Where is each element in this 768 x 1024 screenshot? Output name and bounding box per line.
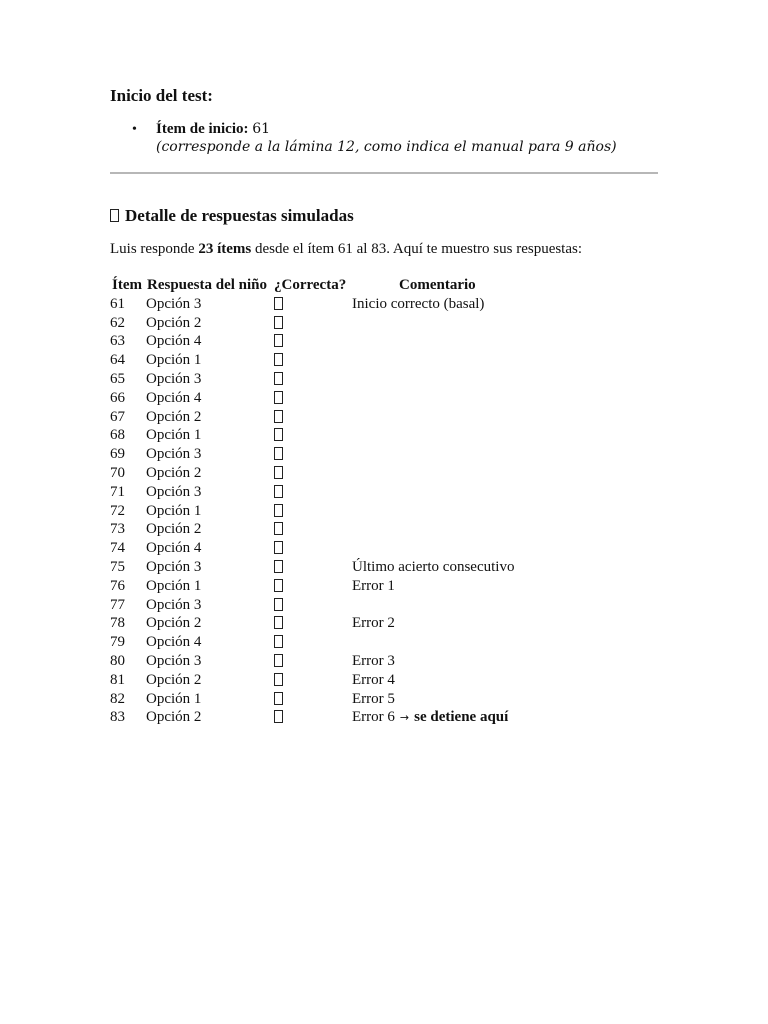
comment-text: Error 1 [352,577,395,594]
cell-correct [274,690,283,709]
header-comment: Comentario [399,277,476,293]
cell-item: 62 [110,314,125,331]
missing-glyph-icon [274,616,283,629]
arrow-right-icon: → [399,711,410,725]
cell-response: Opción 1 [146,352,202,369]
start-item-line [156,121,270,138]
cell-item: 65 [110,370,125,387]
cell-response: Opción 2 [146,408,202,425]
start-item-value: 61 [252,121,271,137]
cell-correct [274,652,283,671]
cell-correct [274,426,283,445]
comment-text: Error 4 [352,671,395,688]
intro-suffix: . Aquí te muestro sus respuestas: [386,241,583,257]
missing-glyph-icon [274,598,283,611]
cell-correct [274,502,283,521]
cell-response: Opción 2 [146,521,202,538]
comment-text: Inicio correcto (basal) [352,295,485,312]
cell-response: Opción 1 [146,577,202,594]
cell-item: 75 [110,558,125,575]
cell-correct [274,520,283,539]
start-item-label: Ítem de inicio: [156,121,249,137]
cell-response: Opción 3 [146,370,202,387]
cell-correct [274,464,283,483]
cell-item: 81 [110,671,125,688]
intro-to: 83 [371,241,387,257]
missing-glyph-icon [274,466,283,479]
comment-bold: se detiene aquí [414,709,509,726]
comment-text: Último acierto consecutivo [352,558,515,575]
comment-text: Error 5 [352,690,395,707]
detail-heading [110,206,354,226]
start-heading: Inicio del test: [110,86,213,105]
cell-item: 82 [110,690,125,707]
missing-glyph-icon [274,391,283,404]
horizontal-rule [110,172,658,174]
cell-item: 72 [110,502,125,519]
cell-item: 68 [110,427,125,444]
cell-comment [352,577,395,596]
missing-glyph-icon [274,485,283,498]
cell-item: 71 [110,483,125,500]
cell-item: 77 [110,596,125,613]
missing-glyph-icon [274,447,283,460]
cell-correct [274,314,283,333]
cell-response: Opción 4 [146,634,202,651]
cell-correct [274,445,283,464]
cell-correct [274,708,283,727]
header-correct: ¿Correcta? [274,277,347,293]
comment-text: Error 2 [352,615,395,632]
cell-correct [274,295,283,314]
missing-glyph-icon [274,316,283,329]
missing-glyph-icon [274,372,283,385]
missing-glyph-icon [274,710,283,723]
cell-correct [274,351,283,370]
cell-response: Opción 2 [146,314,202,331]
cell-item: 78 [110,615,125,632]
cell-item: 74 [110,540,125,557]
missing-glyph-icon [274,579,283,592]
cell-response: Opción 3 [146,295,202,312]
cell-correct [274,558,283,577]
comment-text: Error 6 [352,709,395,726]
cell-comment [352,558,514,577]
missing-glyph-icon [274,334,283,347]
cell-item: 69 [110,446,125,463]
start-item-note: (corresponde a la lámina 12, como indica el manual para 9 años) [156,139,617,155]
cell-item: 67 [110,408,125,425]
cell-correct [274,633,283,652]
missing-glyph-icon [274,692,283,705]
cell-response: Opción 3 [146,652,202,669]
cell-response: Opción 2 [146,671,202,688]
cell-response: Opción 1 [146,690,202,707]
missing-glyph-icon [274,504,283,517]
cell-response: Opción 4 [146,389,202,406]
missing-glyph-icon [274,297,283,310]
cell-correct [274,577,283,596]
cell-response: Opción 2 [146,709,202,726]
cell-item: 76 [110,577,125,594]
cell-response: Opción 1 [146,502,202,519]
intro-paragraph [110,241,582,258]
missing-glyph-icon [274,522,283,535]
intro-bold-count: 23 ítems [198,241,252,257]
missing-glyph-icon [274,353,283,366]
cell-item: 70 [110,464,125,481]
intro-between: al [352,241,372,257]
cell-item: 73 [110,521,125,538]
cell-comment [352,614,395,633]
missing-glyph-icon [274,541,283,554]
missing-glyph-icon [274,410,283,423]
cell-response: Opción 3 [146,558,202,575]
intro-prefix: Luis responde [110,241,199,257]
cell-item: 61 [110,295,125,312]
cell-correct [274,596,283,615]
header-item: Ítem [112,277,142,293]
header-response: Respuesta del niño [147,277,268,293]
cell-response: Opción 3 [146,483,202,500]
cell-item: 66 [110,389,125,406]
missing-glyph-icon [274,654,283,667]
cell-response: Opción 4 [146,333,202,350]
cell-correct [274,408,283,427]
comment-text: Error 3 [352,652,395,669]
cell-comment [352,671,395,690]
bullet-dot-icon: • [132,122,137,137]
cell-comment [352,652,395,671]
cell-item: 80 [110,652,125,669]
cell-item: 63 [110,333,125,350]
cell-item: 79 [110,634,125,651]
cell-comment [352,690,395,709]
missing-glyph-icon [274,560,283,573]
cell-response: Opción 1 [146,427,202,444]
cell-comment [352,295,484,314]
cell-comment [352,708,508,728]
cell-correct [274,614,283,633]
cell-response: Opción 4 [146,540,202,557]
cell-correct [274,389,283,408]
cell-correct [274,483,283,502]
missing-glyph-icon [110,209,119,222]
cell-item: 64 [110,352,125,369]
cell-correct [274,539,283,558]
cell-correct [274,370,283,389]
detail-heading-text: Detalle de respuestas simuladas [125,206,354,225]
cell-response: Opción 2 [146,615,202,632]
cell-correct [274,671,283,690]
cell-correct [274,332,283,351]
missing-glyph-icon [274,635,283,648]
missing-glyph-icon [274,428,283,441]
cell-response: Opción 2 [146,464,202,481]
intro-middle: desde el ítem [251,241,338,257]
cell-item: 83 [110,709,125,726]
missing-glyph-icon [274,673,283,686]
cell-response: Opción 3 [146,446,202,463]
intro-from: 61 [337,241,353,257]
cell-response: Opción 3 [146,596,202,613]
